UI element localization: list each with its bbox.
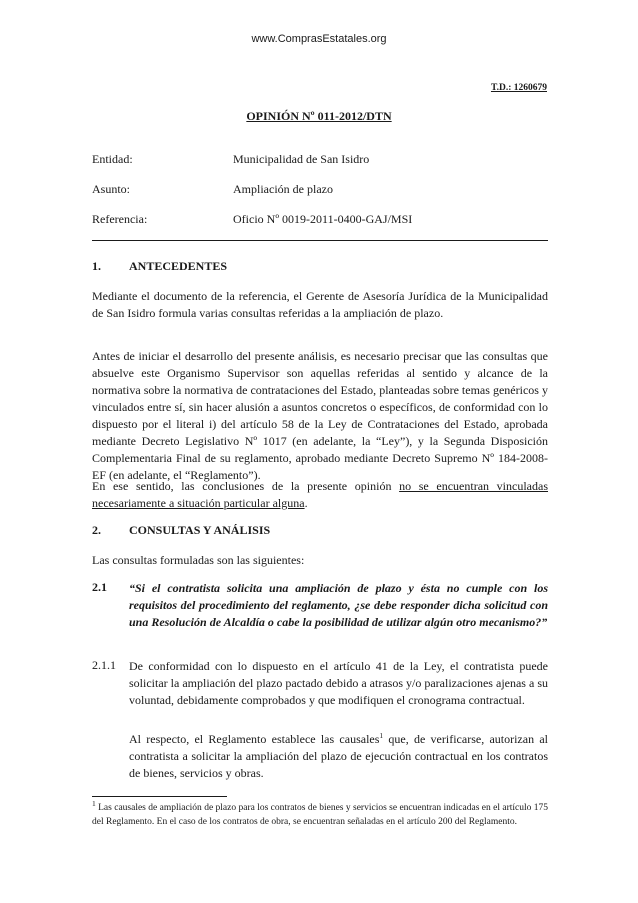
- footnote-marker: 1: [92, 798, 96, 808]
- paragraph-text-end: que, de verificarse, autorizan al contratista a solicitar la ampliación del plazo de ejecución contractual en los contratos de bienes, servicios y obras.: [129, 732, 548, 780]
- footnote: [92, 798, 548, 829]
- meta-value-referencia: Oficio Nº 0019-2011-0400-GAJ/MSI: [233, 212, 413, 226]
- paragraph-text-end: .: [304, 496, 308, 510]
- paragraph-consultas-intro: Las consultas formuladas son las siguientes:: [92, 553, 305, 567]
- paragraph-intro: Mediante el documento de la referencia, el Gerente de Asesoría Jurídica de la Municipalidad de San Isidro formula varias consultas referidas a la ampliación de plazo.: [92, 289, 548, 320]
- footnote-divider: [92, 796, 227, 797]
- section-heading-consultas: [92, 523, 270, 538]
- question-text: “Si el contratista solicita una ampliación de plazo y ésta no cumple con los requisitos del procedimiento del reglamento, ¿se debe responder dicha solicitud con una Resolución de Alcaldía o cabe la posibilidad de utilizar algún otro mecanismo?”: [129, 581, 548, 629]
- section-title: ANTECEDENTES: [129, 259, 228, 273]
- meta-label-asunto: Asunto:: [92, 182, 131, 196]
- meta-value-entidad: Municipalidad de San Isidro: [233, 152, 370, 166]
- paragraph-text: En ese sentido, las conclusiones de la presente opinión: [92, 479, 400, 493]
- document-title: OPINIÓN Nº 011-2012/DTN: [246, 109, 392, 123]
- meta-label-entidad: Entidad:: [92, 152, 133, 166]
- footnote-reference[interactable]: 1: [379, 731, 384, 740]
- header-divider: [92, 240, 548, 241]
- meta-value-asunto: Ampliación de plazo: [233, 182, 333, 196]
- section-title: CONSULTAS Y ANÁLISIS: [129, 523, 271, 537]
- question-number: 2.1: [92, 580, 107, 594]
- paragraph-scope: Antes de iniciar el desarrollo del presente análisis, es necesario precisar que las consultas que absuelve este Organismo Supervisor son aquellas referidas al sentido y alcance de la normativa sobre la normativa de contrataciones del Estado, planteadas sobre temas genéricos y vinculados entre sí, sin hacer alusión a asuntos concretos o específicos, de conformidad con lo dispuesto por el literal i) del artículo 58 de la Ley de Contrataciones del Estado, aprobada mediante Decreto Legislativo Nº 1017 (en adelante, la “Ley”), y la Segunda Disposición Complementaria Final de su reglamento, aprobado mediante Decreto Supremo Nº 184-2008-EF (en adelante, el “Reglamento”).: [92, 349, 548, 482]
- paragraph-conclusion-note: [92, 478, 548, 512]
- section-number: 1.: [92, 259, 101, 273]
- paragraph-text: Al respecto, el Reglamento establece las causales: [129, 732, 380, 746]
- section-number: 2.: [92, 523, 101, 537]
- section-heading-antecedentes: [92, 259, 227, 274]
- document-reference-td: T.D.: 1260679: [490, 83, 547, 93]
- underlined-text: no se encuentran vinculadas necesariamente a situación particular alguna: [92, 479, 549, 510]
- subsection-text: De conformidad con lo dispuesto en el artículo 41 de la Ley, el contratista puede solicitar la ampliación del plazo pactado debido a atrasos y/o paralizaciones ajenas a su voluntad, debidamente comprobados y que modifiquen el cronograma contractual.: [129, 659, 548, 707]
- site-header[interactable]: www.ComprasEstatales.org: [251, 33, 387, 45]
- subsection-number: 2.1.1: [92, 658, 116, 672]
- paragraph-causales: [129, 731, 548, 782]
- meta-label-referencia: Referencia:: [92, 212, 148, 226]
- footnote-text: Las causales de ampliación de plazo para los contratos de bienes y servicios se encuentran indicadas en el artículo 175 del Reglamento. En el caso de los contratos de obra, se encuentran señaladas en el artículo 200 del Reglamento.: [92, 803, 548, 827]
